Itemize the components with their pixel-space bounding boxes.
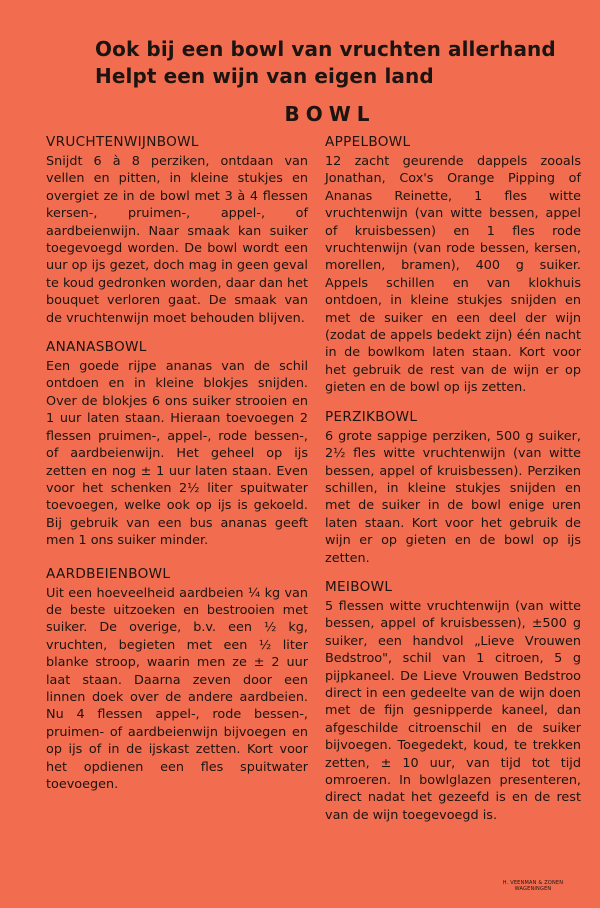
recipe-heading: MEIBOWL xyxy=(325,578,393,595)
recipe-text: Uit een hoeveelheid aardbeien ¼ kg van de beste uitzoeken en bestrooien met suiker. De overige, b.v. een ½ kg, vruchten, begieten met een ½ liter blanke stroop, waarin men ze ± 2 uur laat staan. Daarna zeven door een linnen doek over de andere aardbeien. Nu 4 flessen appel-, rode bessen-, pruimen- of aardbeienwijn bijvoegen en op ijs of in de ijskast zetten. Kort voor het opdienen een fles spuitwater toevoegen. xyxy=(46,585,308,792)
recipe-heading: VRUCHTENWIJNBOWL xyxy=(46,134,199,150)
recipe-text: 12 zacht geurende dappels zooals Jonathan, Cox's Orange Pipping of Ananas Reinette, 1 fles witte vruchtenwijn (van witte bessen, appel of kruisbessen) en 1 fles rode vruchtenwijn (van rode bessen, kersen, morellen, bramen), 400 g suiker. Appels schillen en van klokhuis ontdoen, in kleine stukjes snijden en met de suiker en een deel der wijn (zodat de appels bedekt zijn) één nacht in de bowlkom laten staan. Kort voor het gebruik de rest van de wijn er op gieten en de bowl op ijs zetten. xyxy=(325,154,581,396)
recipe-meibowl xyxy=(325,579,581,824)
recipe-vruchtenwijnbowl xyxy=(46,134,308,327)
recipe-text: Snijdt 6 à 8 perziken, ontdaan van vellen en pitten, in kleine stukjes en overgiet ze in de bowl met 3 à 4 flessen kersen-, pruimen-, appel-, of aardbeienwijn. Naar smaak kan suiker toegevoegd worden. De bowl wordt een uur op ijs gezet, doch mag in geen geval te koud gedronken worden, daar dan het bouquet verloren gaat. De smaak van de vruchtenwijn moet behouden blijven. xyxy=(46,154,308,326)
recipe-appelbowl xyxy=(325,134,581,397)
recipe-ananasbowl xyxy=(46,339,308,549)
recipe-heading: AARDBEIENBOWL xyxy=(46,565,171,582)
printer-imprint xyxy=(488,880,578,892)
recipe-heading: PERZIKBOWL xyxy=(325,408,418,425)
page-title: BOWL xyxy=(284,102,376,126)
recipe-heading: ANANASBOWL xyxy=(46,339,147,356)
recipe-heading: APPELBOWL xyxy=(325,134,411,150)
printer-city: WAGENINGEN xyxy=(514,886,552,892)
recipe-perzikbowl xyxy=(325,409,581,567)
right-column xyxy=(325,134,581,824)
headline xyxy=(95,36,585,90)
headline-line-2: Helpt een wijn van eigen land xyxy=(95,64,434,88)
recipe-aardbeienbowl xyxy=(46,566,308,794)
recipe-text: 5 flessen witte vruchtenwijn (van witte bessen, appel of kruisbessen), ±500 g suiker, een handvol „Lieve Vrouwen Bedstroo", schil van 1 citroen, 5 g pijpkaneel. De Lieve Vrouwen Bedstroo direct in een gedeelte van de wijn doen met de fijn gesnipperde kaneel, dan afgeschilde citroenschil en de suiker bijvoegen. Toegedekt, koud, te trekken zetten, ± 10 uur, van tijd tot tijd omroeren. In bowlglazen presenteren, direct nadat het gezeefd is en de rest van de wijn toegevoegd is. xyxy=(325,598,581,823)
recipe-text: Een goede rijpe ananas van de schil ontdoen en in kleine blokjes snijden. Over de blokjes 6 ons suiker strooien en 1 uur laten staan. Hieraan toevoegen 2 flessen pruimen-, appel-, rode bessen-, of aardbeienwijn. Het geheel op ijs zetten en nog ± 1 uur laten staan. Even voor het schenken 2½ liter spuitwater toevoegen, welke ook op ijs is gekoeld. Bij gebruik van een bus ananas geeft men 1 ons suiker minder. xyxy=(46,359,308,549)
left-column xyxy=(46,134,308,793)
printer-name: H. VEENMAN & ZONEN xyxy=(502,880,564,886)
recipe-text: 6 grote sappige perziken, 500 g suiker, 2½ fles witte vruchtenwijn (van witte bessen, appel of kruisbessen). Perziken schillen, in kleine stukjes snijden en met de suiker in de bowl enige uren laten staan. Kort voor het gebruik de wijn er op gieten en de bowl op ijs zetten. xyxy=(325,428,581,566)
headline-line-1: Ook bij een bowl van vruchten allerhand xyxy=(95,37,556,61)
